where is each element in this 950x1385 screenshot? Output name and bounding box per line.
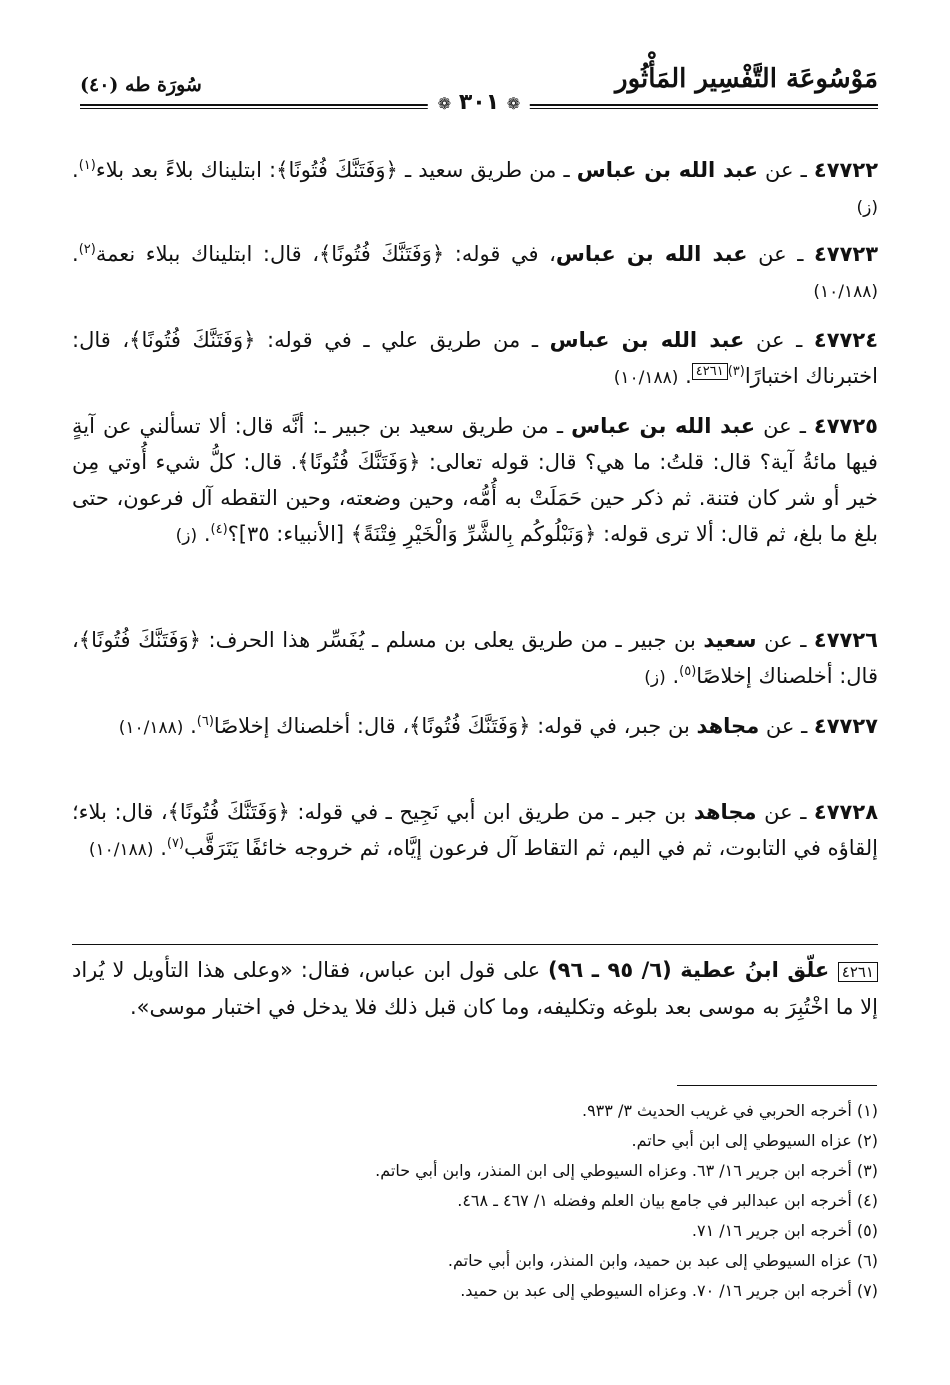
entry-text: : ابتليناك بلاءً بعد بلاء [95, 158, 277, 182]
entry-text: ، في قوله: [444, 242, 556, 266]
book-title: مَوْسُوعَة التَّفْسِير المَأْثُور [615, 64, 878, 94]
footnote: (٦) عزاه السيوطي إلى عبد بن حميد، وابن المنذر، وابن أبي حاتم. [447, 1251, 878, 1270]
entry-number: ٤٧٧٢٢ [813, 158, 879, 182]
narrator-name: سعيد [703, 628, 757, 652]
entry-text: ، قال: أخلصناك إخلاصًا [213, 714, 410, 738]
source-ref: (ز) [856, 198, 878, 218]
entry-text: ـ عن [756, 628, 814, 652]
source-ref: (١٠/١٨٨) [613, 368, 679, 388]
entry [72, 236, 878, 310]
page-number: ٣٠١ [458, 90, 500, 115]
entry-text: . [197, 522, 211, 546]
narrator-name: عبد الله بن عباس [555, 242, 748, 266]
ornament-icon: ❁ [506, 94, 521, 113]
entry-text: ، قال: أخلصناك إخلاصًا [72, 628, 878, 688]
footnote-marker[interactable]: (١) [78, 158, 96, 173]
footnote: (٢) عزاه السيوطي إلى ابن أبي حاتم. [631, 1131, 878, 1150]
footnote-marker[interactable]: (٢) [78, 242, 96, 257]
entry-text: بن جبر ـ من طريق ابن أبي نَجِيح ـ في قوله: [289, 800, 694, 824]
footnote: (٤) أخرجه ابن عبدالبر في جامع بيان العلم وفضله ١/ ٤٦٧ ـ ٤٦٨. [457, 1191, 878, 1210]
entry-text: ، قال: ابتليناك ببلاء نعمة [95, 242, 319, 266]
entry [72, 708, 878, 746]
source-ref: (ز) [175, 526, 198, 546]
footnote-marker[interactable]: (٣) [727, 364, 745, 379]
footnote: (٣) أخرجه ابن جرير ١٦/ ٦٣. وعزاه السيوطي إلى ابن المنذر، وابن أبي حاتم. [375, 1161, 878, 1180]
entry-text: ، قال: اختبرناك اختبارًا [72, 328, 878, 388]
entry-text: ـ عن [755, 414, 814, 438]
narrator-name: مجاهد [696, 714, 760, 738]
entry-text: . [72, 242, 79, 266]
source-ref: (١٠/١٨٨) [88, 840, 154, 860]
page-header [80, 60, 878, 115]
entry-text: بن جبر، في قوله: [530, 714, 697, 738]
narrator-name: عبد الله بن عباس [576, 158, 758, 182]
entry-text: . [72, 158, 79, 182]
entry [72, 152, 878, 226]
quran-quote: ﴿وَنَبْلُوكُم بِالشَّرِّ وَالْخَيْرِ فِتْنَةً﴾ [350, 522, 597, 546]
footnotes [72, 1096, 878, 1306]
surah-title: سُورَة طه (٤٠) [80, 74, 202, 96]
entry-text: ـ عن [744, 328, 814, 352]
entry-text: [الأنبياء: ٣٥]؟ [227, 522, 351, 546]
entry-number: ٤٧٧٢٤ [813, 328, 879, 352]
commentary-text: على قول ابن عباس، فقال: «وعلى هذا التأويل لا يُراد إلا ما اخْتُبِرَ به موسى بعد بلوغه وتكليفه، وما كان قبل ذلك فلا يدخل في اختبار موسى». [72, 958, 878, 1019]
entry-text: ـ من طريق علي ـ في قوله: [255, 328, 550, 352]
entry-text: ، قال: بلاء؛ إلقاؤه في التابوت، ثم في اليم، ثم التقاط آل فرعون إيَّاه، ثم خروجه خائفًا يَتَرَقَّب [72, 800, 878, 860]
ornament-icon: ❁ [437, 94, 452, 113]
note-divider [72, 944, 878, 945]
entry-number: ٤٧٧٢٣ [813, 242, 879, 266]
entry-text: ـ من طريق سعيد بن جبير ـ: أنَّه قال: ألا تسألني عن آيةٍ فيها مائةُ آية؟ قال: قلتُ: ما هي؟ قال: قوله تعالى: [72, 414, 878, 474]
narrator-name: عبد الله بن عباس [571, 414, 756, 438]
entry-text: . قال: كلُّ شيء أُوتي مِن خير أو شر كان فتنة. ثم ذكر حين حَمَلَتْ به أُمُّه، وحين وضعته، وحين التقطه آل فرعون، حتى بلغ ما بلغ، ثم قال: ألا ترى قوله: [72, 450, 878, 546]
footnote: (٥) أخرجه ابن جرير ١٦/ ٧١. [691, 1221, 878, 1240]
commentary-link-box[interactable]: ٤٢٦١ [692, 363, 728, 380]
entry-text: ـ عن [747, 242, 814, 266]
narrator-name: مجاهد [693, 800, 757, 824]
entry-text: . [665, 664, 680, 688]
commentary-number-box: ٤٢٦١ [838, 962, 878, 982]
footnote-divider [677, 1085, 877, 1086]
quran-quote: ﴿وَفَتَنَّكَ فُتُونًا﴾ [167, 800, 290, 824]
footnote: (٧) أخرجه ابن جرير ١٦/ ٧٠. وعزاه السيوطي إلى عبد بن حميد. [460, 1281, 878, 1300]
footnote-marker[interactable]: (٥) [679, 664, 697, 679]
entry-text: ـ عن [756, 800, 814, 824]
entry-text: ـ من طريق سعيد ـ [397, 158, 577, 182]
quran-quote: ﴿وَفَتَنَّكَ فُتُونًا﴾ [409, 714, 531, 738]
entry-number: ٤٧٧٢٧ [813, 714, 878, 738]
quran-quote: ﴿وَفَتَنَّكَ فُتُونًا﴾ [276, 158, 398, 182]
source-ref: (١٠/١٨٨) [118, 718, 184, 738]
entry [72, 622, 878, 696]
commentary-lead: علّق ابنُ عطية (٦/ ٩٥ ـ ٩٦) [548, 958, 838, 982]
source-ref: (ز) [644, 668, 666, 688]
entry-number: ٤٧٧٢٦ [813, 628, 878, 652]
quran-quote: ﴿وَفَتَنَّكَ فُتُونًا﴾ [78, 628, 201, 652]
footnote-marker[interactable]: (٦) [196, 714, 214, 729]
entry-number: ٤٧٧٢٨ [813, 800, 879, 824]
entry-text: . [678, 364, 692, 388]
footnote-marker[interactable]: (٧) [166, 836, 185, 851]
entry [72, 322, 878, 396]
footnote: (١) أخرجه الحربي في غريب الحديث ٣/ ٩٣٣. [581, 1101, 878, 1120]
entry-text: . [153, 836, 167, 860]
commentary-note [72, 952, 878, 1026]
quran-quote: ﴿وَفَتَنَّكَ فُتُونًا﴾ [129, 328, 256, 352]
entry-text: ـ عن [759, 714, 814, 738]
footnote-marker[interactable]: (٤) [210, 522, 228, 537]
entry-text: . [183, 714, 197, 738]
entry [72, 794, 878, 868]
entry [72, 408, 878, 554]
entry-text: بن جبير ـ من طريق يعلى بن مسلم ـ يُفَسِّر هذا الحرف: [200, 628, 704, 652]
quran-quote: ﴿وَفَتَنَّكَ فُتُونًا﴾ [319, 242, 445, 266]
page-number-box [428, 90, 530, 115]
entry-text: ـ عن [757, 158, 814, 182]
narrator-name: عبد الله بن عباس [549, 328, 745, 352]
quran-quote: ﴿وَفَتَنَّكَ فُتُونًا﴾ [297, 450, 421, 474]
source-ref: (١٠/١٨٨) [813, 282, 878, 302]
entry-number: ٤٧٧٢٥ [813, 414, 878, 438]
